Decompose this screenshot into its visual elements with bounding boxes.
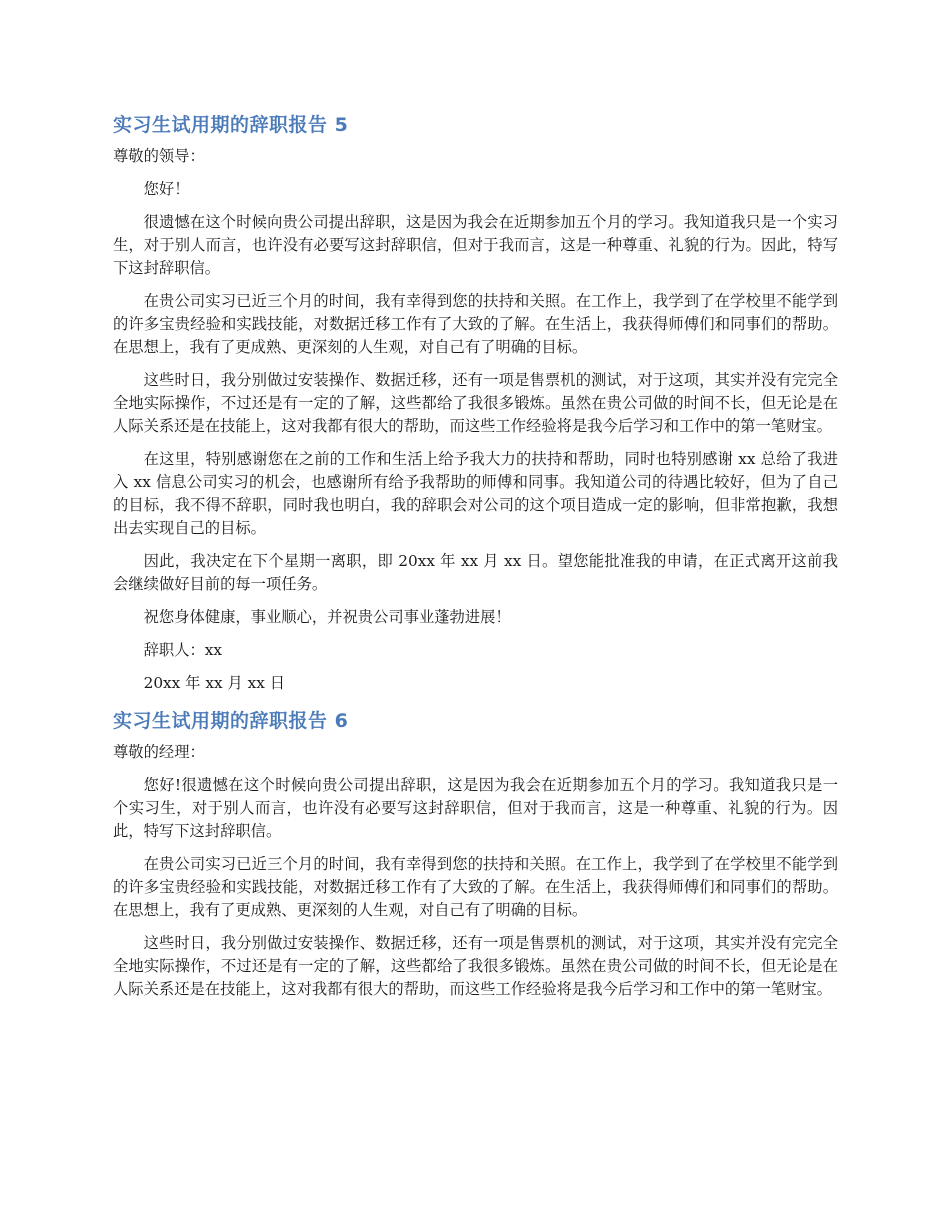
body-paragraph: 很遗憾在这个时候向贵公司提出辞职，这是因为我会在近期参加五个月的学习。我知道我只是一个实习生，对于别人而言，也许没有必要写这封辞职信，但对于我而言，这是一种尊重、礼貌的行为。因此，特写下这封辞职信。: [113, 213, 838, 277]
body-paragraph: 因此，我决定在下个星期一离职，即 20xx 年 xx 月 xx 日。望您能批准我的申请，在正式离开这前我会继续做好目前的每一项任务。: [113, 552, 838, 593]
body-paragraph: 这些时日，我分别做过安装操作、数据迁移，还有一项是售票机的测试，对于这项，其实并没有完完全全地实际操作，不过还是有一定的了解，这些都给了我很多锻炼。虽然在贵公司做的时间不长，但无论是在人际关系还是在技能上，这对我都有很大的帮助，而这些工作经验将是我今后学习和工作中的第一笔财宝。: [113, 934, 838, 998]
section-title: 实习生试用期的辞职报告 6: [113, 710, 349, 732]
body-paragraph: 在贵公司实习已近三个月的时间，我有幸得到您的扶持和关照。在工作上，我学到了在学校里不能学到的许多宝贵经验和实践技能，对数据迁移工作有了大致的了解。在生活上，我获得师傅们和同事们的帮助。在思想上，我有了更成熟、更深刻的人生观，对自己有了明确的目标。: [113, 292, 838, 356]
signature: 辞职人：xx: [143, 641, 223, 659]
body-paragraph: 在这里，特别感谢您在之前的工作和生活上给予我大力的扶持和帮助，同时也特别感谢 xx 总给了我进入 xx 信息公司实习的机会，也感谢所有给予我帮助的师傅和同事。我知道公司的待遇比较好，但为了自己的目标，我不得不辞职，同时我也明白，我的辞职会对公司的这个项目造成一定的影响，但非常抱歉，我想出去实现自己的目标。: [113, 450, 838, 537]
date-line: 20xx 年 xx 月 xx 日: [143, 674, 286, 692]
closing-wish: 祝您身体健康，事业顺心，并祝贵公司事业蓬勃进展！: [143, 608, 511, 626]
greeting-paragraph: 您好！: [143, 180, 190, 198]
salutation: 尊敬的领导：: [113, 147, 205, 165]
salutation: 尊敬的经理：: [113, 743, 205, 761]
letter-section-6: [113, 707, 838, 1001]
body-paragraph: 这些时日，我分别做过安装操作、数据迁移，还有一项是售票机的测试，对于这项，其实并没有完完全全地实际操作，不过还是有一定的了解，这些都给了我很多锻炼。虽然在贵公司做的时间不长，但无论是在人际关系还是在技能上，这对我都有很大的帮助，而这些工作经验将是我今后学习和工作中的第一笔财宝。: [113, 371, 838, 435]
body-paragraph: 在贵公司实习已近三个月的时间，我有幸得到您的扶持和关照。在工作上，我学到了在学校里不能学到的许多宝贵经验和实践技能，对数据迁移工作有了大致的了解。在生活上，我获得师傅们和同事们的帮助。在思想上，我有了更成熟、更深刻的人生观，对自己有了明确的目标。: [113, 855, 838, 919]
section-title: 实习生试用期的辞职报告 5: [113, 114, 349, 136]
body-paragraph: 您好!很遗憾在这个时候向贵公司提出辞职，这是因为我会在近期参加五个月的学习。我知道我只是一个实习生，对于别人而言，也许没有必要写这封辞职信，但对于我而言，这是一种尊重、礼貌的行为。因此，特写下这封辞职信。: [113, 776, 838, 840]
document-page: [113, 111, 838, 1011]
letter-section-5: [113, 111, 838, 695]
